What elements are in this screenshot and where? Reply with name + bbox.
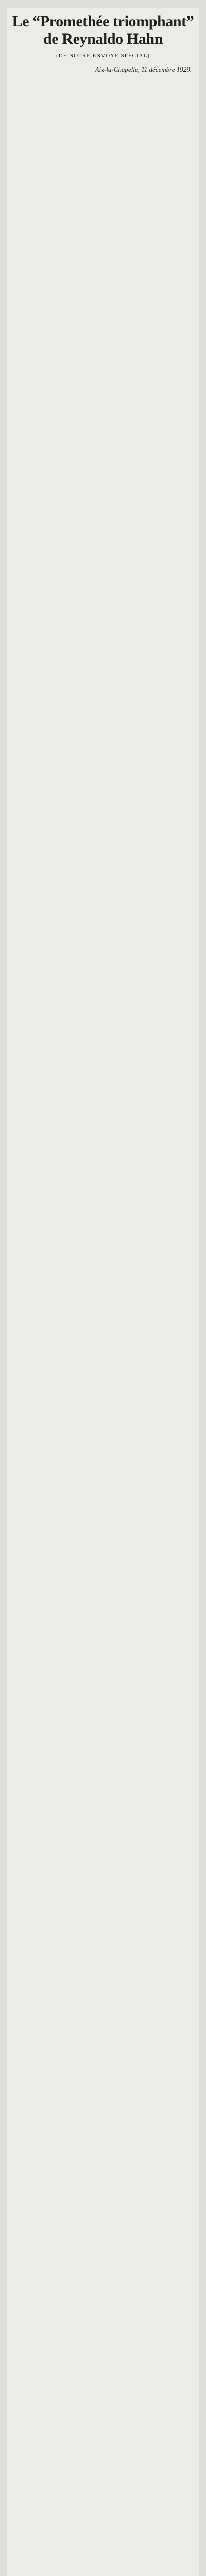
headline: Le “Promethée triomphant” [12, 13, 194, 30]
body-paragraph [12, 1350, 192, 1618]
subhead: de Reynaldo Hahn [43, 30, 163, 47]
newspaper-clipping [7, 8, 199, 2576]
body-paragraph [12, 471, 192, 749]
article-body [7, 74, 199, 2576]
body-paragraph [12, 750, 192, 863]
body-paragraph [12, 2396, 192, 2576]
headline-block [7, 8, 199, 59]
body-paragraph [12, 1992, 192, 2177]
body-paragraph [12, 2178, 192, 2395]
body-paragraph [12, 1795, 192, 1991]
byline: (DE NOTRE ENVOYÉ SPÉCIAL) [56, 53, 150, 59]
dateline: Aix-la-Chapelle, 11 décembre 1929. [95, 65, 192, 73]
body-paragraph [12, 78, 192, 470]
body-paragraph [12, 1619, 192, 1794]
body-paragraph [12, 865, 192, 1349]
